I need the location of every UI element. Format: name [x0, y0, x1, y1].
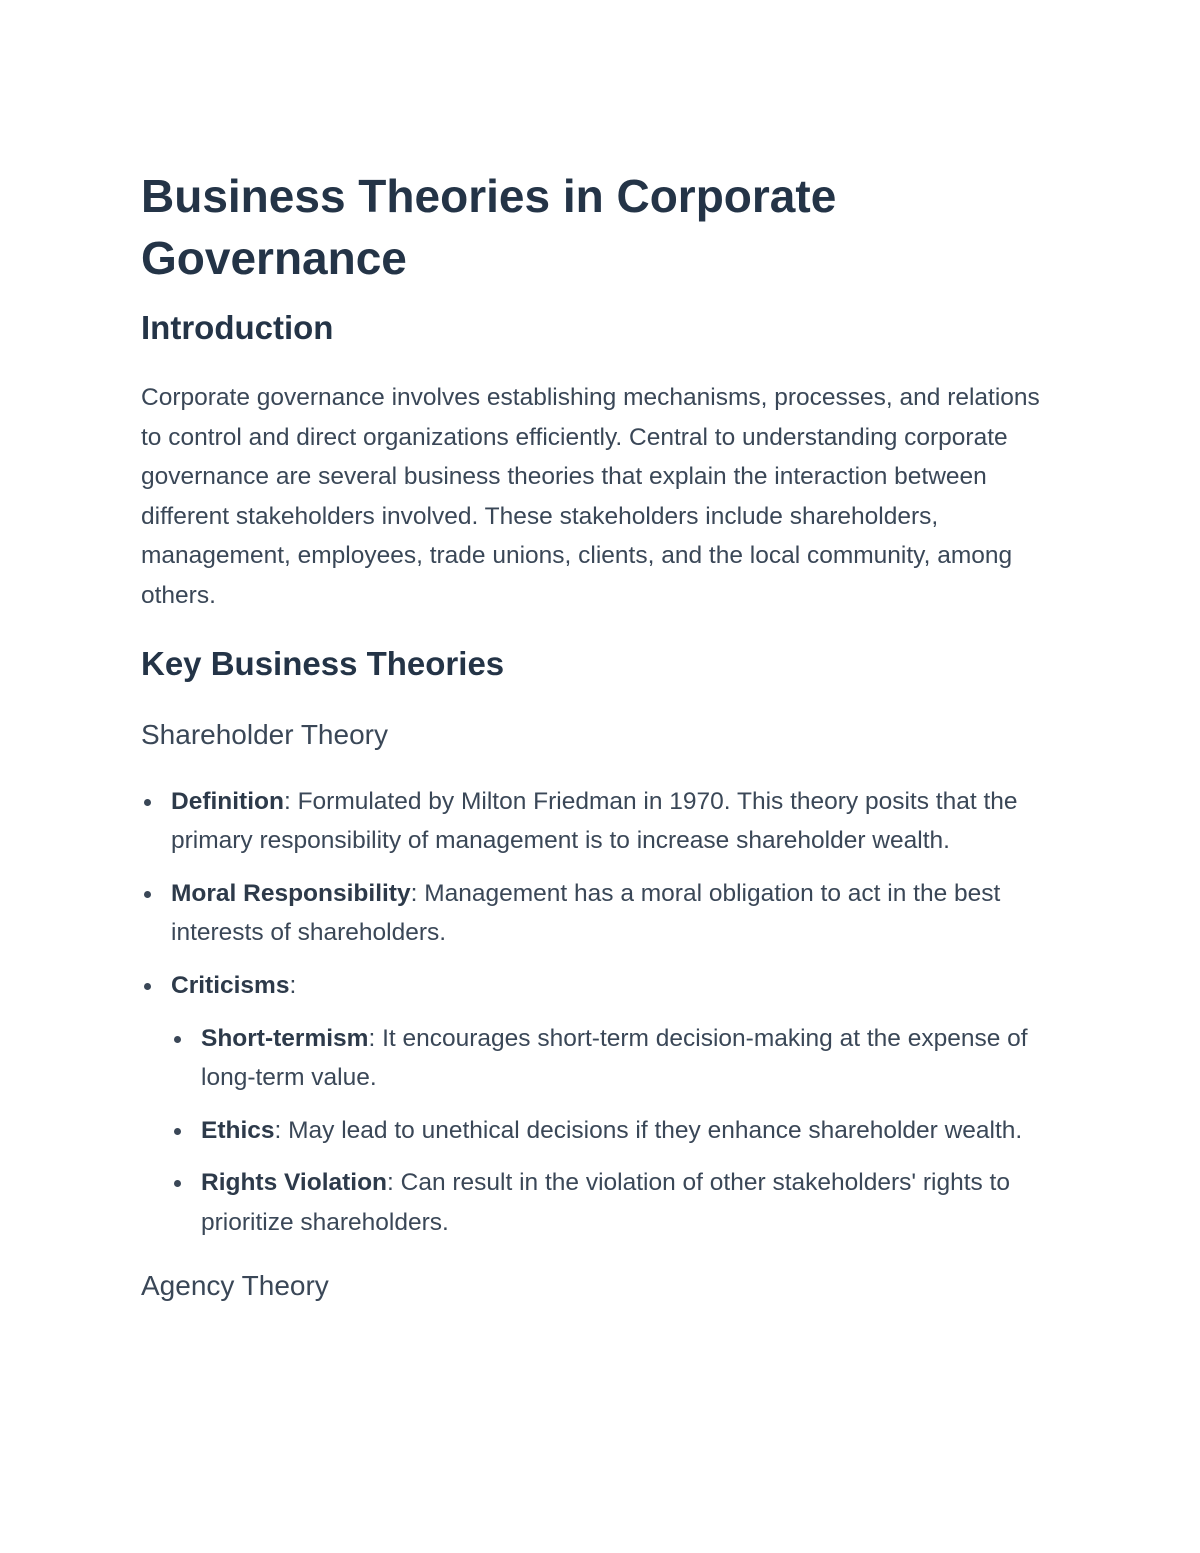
sublist-item-ethics [171, 1111, 1061, 1151]
shareholder-theory-list [141, 782, 1061, 1243]
document-page [141, 165, 1061, 1305]
list-item-text: : May lead to unethical decisions if they enhance shareholder wealth. [274, 1116, 1023, 1144]
introduction-paragraph: Corporate governance involves establishing mechanisms, processes, and relations to control and direct organizations efficiently. Central to understanding corporate governance are several business theories that explain the interaction between different stakeholders involved. These stakeholders include shareholders, management, employees, trade unions, clients, and the local community, among others. [141, 384, 1040, 609]
list-item-definition [141, 782, 1061, 861]
list-item-moral-responsibility [141, 874, 1061, 953]
list-item-text: : Management has a moral obligation to act in the best interests of shareholders. [171, 879, 1001, 947]
agency-theory-heading: Agency Theory [141, 1269, 329, 1301]
introduction-heading: Introduction [141, 309, 334, 346]
list-item-term: Criticisms [171, 971, 290, 999]
key-theories-heading: Key Business Theories [141, 644, 505, 682]
list-item-text: : Can result in the violation of other stakeholders' rights to prioritize shareholders. [201, 1169, 1010, 1236]
sublist-item-short-termism [171, 1019, 1061, 1098]
list-item-term: Rights Violation [201, 1169, 388, 1197]
list-item-term: Moral Responsibility [171, 879, 411, 907]
list-item-criticisms [141, 966, 1061, 1243]
list-item-term: Definition [171, 787, 284, 815]
list-item-text: : Formulated by Milton Friedman in 1970. This theory posits that the primary responsibility of management is to increase shareholder wealth. [171, 787, 1018, 855]
list-item-text: : It encourages short-term decision-making at the expense of long-term value. [201, 1024, 1028, 1092]
sublist-item-rights-violation [171, 1163, 1061, 1242]
document-title: Business Theories in Corporate Governance [141, 170, 837, 284]
list-item-term: Ethics [201, 1116, 275, 1144]
criticisms-sublist [171, 1019, 1061, 1243]
list-item-text: : [289, 971, 297, 999]
list-item-term: Short-termism [201, 1024, 369, 1052]
shareholder-theory-heading: Shareholder Theory [141, 718, 388, 750]
